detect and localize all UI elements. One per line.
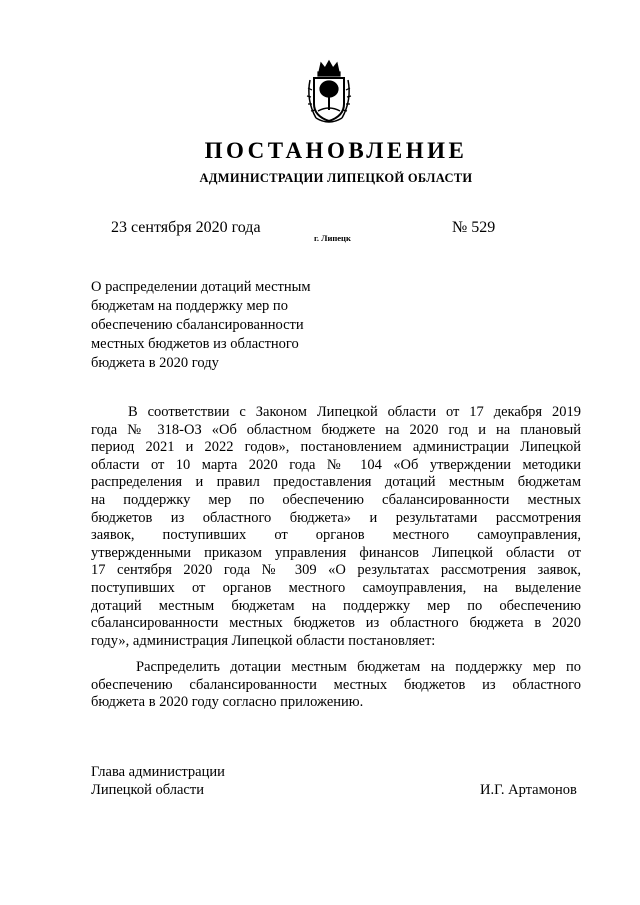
preamble-paragraph xyxy=(91,404,581,650)
body-line: распределения и правил предоставления дотаций местным бюджетам xyxy=(91,474,581,491)
signatory-position: Глава администрации xyxy=(91,764,225,780)
issuing-authority: АДМИНИСТРАЦИИ ЛИПЕЦКОЙ ОБЛАСТИ xyxy=(199,171,473,185)
document-number: № 529 xyxy=(452,219,496,236)
body-line: Распределить дотации местным бюджетам на поддержку мер по xyxy=(136,659,581,675)
subject-line: О распределении дотаций местным xyxy=(91,279,311,295)
body-line: сбалансированности местных бюджетов из областного бюджета в 2020 xyxy=(91,615,581,632)
body-line: заявок, поступивших от органов местного самоуправления, xyxy=(91,527,581,544)
signatory-region: Липецкой области xyxy=(91,782,204,798)
body-line: В соответствии с Законом Липецкой области от 17 декабря 2019 xyxy=(128,404,581,420)
body-line: обеспечению сбалансированности местных бюджетов из областного xyxy=(91,676,581,693)
body-line: на поддержку мер по обеспечению сбалансированности местных xyxy=(91,491,581,508)
body-line: бюджетов из областного бюджета» и результатами рассмотрения xyxy=(91,509,581,526)
order-paragraph xyxy=(91,659,581,712)
subject-line: бюджета в 2020 году xyxy=(91,355,219,371)
body-line: 17 сентября 2020 года № 309 «О результатах рассмотрения заявок, xyxy=(91,562,581,579)
subject-line: бюджетам на поддержку мер по xyxy=(91,298,288,314)
body-line: период 2021 и 2022 годов», постановлением администрации Липецкой xyxy=(91,439,581,456)
body-line: бюджета в 2020 году согласно приложению. xyxy=(91,694,364,711)
subject-line: местных бюджетов из областного xyxy=(91,336,299,352)
document-date: 23 сентября 2020 года xyxy=(111,219,261,236)
body-line: утвержденными приказом управления финансов Липецкой области от xyxy=(91,544,581,561)
body-line: области от 10 марта 2020 года № 104 «Об утверждении методики xyxy=(91,456,581,473)
document-city: г. Липецк xyxy=(314,233,351,243)
body-line: поступивших от органов местного самоуправления, на выделение xyxy=(91,579,581,596)
body-line: дотаций местным бюджетам на поддержку мер по обеспечению xyxy=(91,597,581,614)
subject-line: обеспечению сбалансированности xyxy=(91,317,304,333)
signatory-name: И.Г. Артамонов xyxy=(480,782,577,798)
document-subject xyxy=(91,278,351,373)
body-line: году», администрация Липецкой области постановляет: xyxy=(91,632,436,649)
body-line: года № 318-ОЗ «Об областном бюджете на 2020 год и на плановый xyxy=(91,421,581,438)
document-title: ПОСТАНОВЛЕНИЕ xyxy=(204,138,468,163)
lipetsk-coat-of-arms-icon xyxy=(302,58,356,128)
